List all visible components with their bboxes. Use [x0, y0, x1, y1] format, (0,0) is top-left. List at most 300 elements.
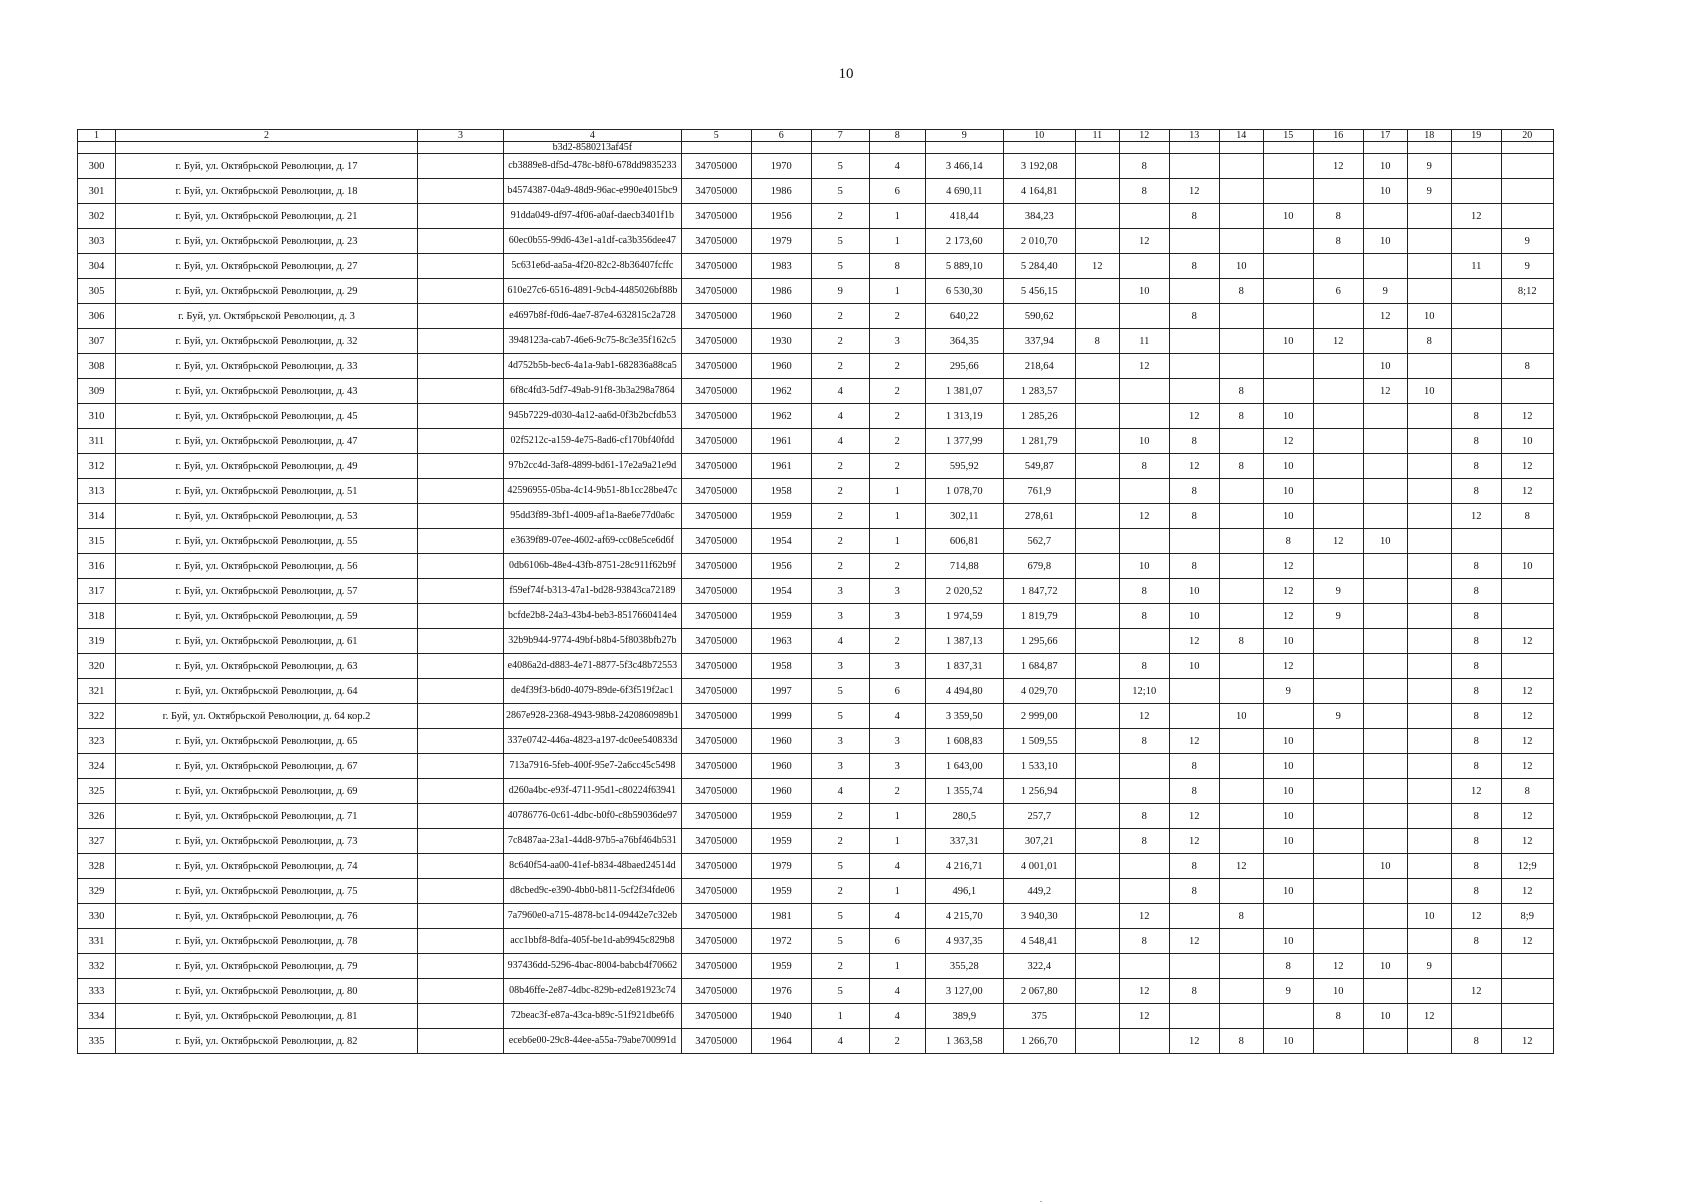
cell-floors: 5 [811, 979, 869, 1004]
cell-okato-code: 34705000 [681, 329, 751, 354]
cell-col-11 [1075, 879, 1119, 904]
cell-col-18: 9 [1407, 954, 1451, 979]
cell-col-19: 8 [1451, 679, 1501, 704]
cell-okato-code: 34705000 [681, 554, 751, 579]
cell-year-built: 1972 [751, 929, 811, 954]
cell-house-guid: b4574387-04a9-48d9-96ac-e990e4015bc9 [504, 179, 682, 204]
cell-address: г. Буй, ул. Октябрьской Революции, д. 64 кор.2 [116, 704, 418, 729]
cell-col-16 [1313, 929, 1363, 954]
cell-col-20: 9 [1501, 229, 1553, 254]
cell-total-area: 1 387,13 [925, 629, 1003, 654]
cell-row-number: 330 [78, 904, 116, 929]
cell-col-20: 12 [1501, 454, 1553, 479]
cell-year-built: 1958 [751, 479, 811, 504]
cell-col-15: 10 [1263, 879, 1313, 904]
cell-col-15 [1263, 904, 1313, 929]
cell-extra [418, 329, 504, 354]
column-header-9: 9 [925, 130, 1003, 142]
cell-house-guid: 40786776-0c61-4dbc-b0f0-c8b59036de97 [504, 804, 682, 829]
column-header-20: 20 [1501, 130, 1553, 142]
cell-living-area: 1 295,66 [1003, 629, 1075, 654]
cell-entrances: 3 [869, 754, 925, 779]
cell-col-20: 12 [1501, 879, 1553, 904]
cell-house-guid: 713a7916-5feb-400f-95e7-2a6cc45c5498 [504, 754, 682, 779]
cell-house-guid: e4086a2d-d883-4e71-8877-5f3c48b72553 [504, 654, 682, 679]
cell-col-20: 12 [1501, 929, 1553, 954]
cell-year-built: 1979 [751, 854, 811, 879]
cell-extra [418, 854, 504, 879]
cell-col-17 [1363, 1029, 1407, 1054]
cell-col-18 [1407, 829, 1451, 854]
table-row [78, 154, 1554, 179]
table-row [78, 204, 1554, 229]
cell-col-13: 12 [1169, 929, 1219, 954]
cell-extra [418, 704, 504, 729]
cell-okato-code: 34705000 [681, 154, 751, 179]
cell-year-built: 1961 [751, 454, 811, 479]
cell-address: г. Буй, ул. Октябрьской Революции, д. 3 [116, 304, 418, 329]
cell-okato-code: 34705000 [681, 804, 751, 829]
cell-col-16: 6 [1313, 279, 1363, 304]
cell-floors: 2 [811, 354, 869, 379]
cell-col-16: 10 [1313, 979, 1363, 1004]
cell-row-number: 325 [78, 779, 116, 804]
cell-okato-code: 34705000 [681, 929, 751, 954]
cell-col-20 [1501, 304, 1553, 329]
cell-col-17: 10 [1363, 354, 1407, 379]
cell-total-area: 2 173,60 [925, 229, 1003, 254]
table-row [78, 754, 1554, 779]
cell-col-20: 12;9 [1501, 854, 1553, 879]
cell-house-guid: bcfde2b8-24a3-43b4-beb3-8517660414e4 [504, 604, 682, 629]
cell-total-area: 4 937,35 [925, 929, 1003, 954]
cell-living-area: 4 548,41 [1003, 929, 1075, 954]
cell-col-17 [1363, 804, 1407, 829]
cell-col-13 [1169, 229, 1219, 254]
cell-floors: 4 [811, 379, 869, 404]
empty-cell [751, 142, 811, 154]
cell-address: г. Буй, ул. Октябрьской Революции, д. 57 [116, 579, 418, 604]
table-row [78, 954, 1554, 979]
cell-col-16: 12 [1313, 154, 1363, 179]
cell-col-11 [1075, 229, 1119, 254]
cell-col-17: 10 [1363, 529, 1407, 554]
cell-col-11 [1075, 779, 1119, 804]
cell-col-11 [1075, 854, 1119, 879]
cell-col-18 [1407, 779, 1451, 804]
cell-col-17: 10 [1363, 179, 1407, 204]
cell-row-number: 311 [78, 429, 116, 454]
cell-row-number: 310 [78, 404, 116, 429]
cell-col-11 [1075, 554, 1119, 579]
cell-address: г. Буй, ул. Октябрьской Революции, д. 75 [116, 879, 418, 904]
cell-living-area: 761,9 [1003, 479, 1075, 504]
cell-col-17 [1363, 454, 1407, 479]
column-header-7: 7 [811, 130, 869, 142]
cell-okato-code: 34705000 [681, 204, 751, 229]
cell-col-13 [1169, 279, 1219, 304]
cell-extra [418, 754, 504, 779]
cell-okato-code: 34705000 [681, 904, 751, 929]
cell-col-14 [1219, 179, 1263, 204]
cell-living-area: 1 281,79 [1003, 429, 1075, 454]
column-header-10: 10 [1003, 130, 1075, 142]
cell-col-11 [1075, 804, 1119, 829]
table-row [78, 904, 1554, 929]
cell-col-17: 10 [1363, 229, 1407, 254]
cell-col-12: 8 [1119, 454, 1169, 479]
cell-floors: 2 [811, 879, 869, 904]
cell-extra [418, 379, 504, 404]
cell-col-11 [1075, 604, 1119, 629]
cell-col-14: 8 [1219, 279, 1263, 304]
cell-extra [418, 929, 504, 954]
cell-col-16 [1313, 504, 1363, 529]
cell-col-12: 8 [1119, 654, 1169, 679]
cell-row-number: 309 [78, 379, 116, 404]
cell-col-17 [1363, 204, 1407, 229]
empty-cell [1263, 142, 1313, 154]
empty-cell [1169, 142, 1219, 154]
cell-col-11 [1075, 654, 1119, 679]
cell-col-11 [1075, 729, 1119, 754]
cell-col-14 [1219, 204, 1263, 229]
cell-col-13 [1169, 704, 1219, 729]
cell-total-area: 5 889,10 [925, 254, 1003, 279]
cell-house-guid: 4d752b5b-bec6-4a1a-9ab1-682836a88ca5 [504, 354, 682, 379]
cell-col-15: 10 [1263, 454, 1313, 479]
cell-col-16: 9 [1313, 604, 1363, 629]
cell-col-19: 12 [1451, 504, 1501, 529]
cell-col-12 [1119, 404, 1169, 429]
cell-col-16 [1313, 179, 1363, 204]
cell-entrances: 1 [869, 279, 925, 304]
cell-row-number: 303 [78, 229, 116, 254]
cell-col-12 [1119, 954, 1169, 979]
cell-col-13: 8 [1169, 554, 1219, 579]
column-header-4: 4 [504, 130, 682, 142]
cell-address: г. Буй, ул. Октябрьской Революции, д. 17 [116, 154, 418, 179]
cell-address: г. Буй, ул. Октябрьской Революции, д. 59 [116, 604, 418, 629]
cell-col-11 [1075, 354, 1119, 379]
cell-col-12 [1119, 854, 1169, 879]
cell-col-12: 12;10 [1119, 679, 1169, 704]
cell-row-number: 324 [78, 754, 116, 779]
cell-col-12 [1119, 529, 1169, 554]
cell-row-number: 313 [78, 479, 116, 504]
cell-col-12: 8 [1119, 579, 1169, 604]
cell-col-14 [1219, 329, 1263, 354]
cell-extra [418, 254, 504, 279]
empty-cell [1363, 142, 1407, 154]
cell-col-12 [1119, 204, 1169, 229]
cell-row-number: 306 [78, 304, 116, 329]
cell-col-11 [1075, 829, 1119, 854]
cell-living-area: 2 999,00 [1003, 704, 1075, 729]
cell-col-13 [1169, 904, 1219, 929]
cell-col-14: 8 [1219, 404, 1263, 429]
cell-okato-code: 34705000 [681, 179, 751, 204]
table-row [78, 1004, 1554, 1029]
cell-col-12 [1119, 629, 1169, 654]
cell-col-14 [1219, 979, 1263, 1004]
cell-address: г. Буй, ул. Октябрьской Революции, д. 33 [116, 354, 418, 379]
cell-year-built: 1981 [751, 904, 811, 929]
cell-col-18 [1407, 704, 1451, 729]
cell-house-guid: 610e27c6-6516-4891-9cb4-4485026bf88b [504, 279, 682, 304]
cell-living-area: 590,62 [1003, 304, 1075, 329]
cell-col-12: 12 [1119, 979, 1169, 1004]
cell-address: г. Буй, ул. Октябрьской Революции, д. 63 [116, 654, 418, 679]
cell-col-20: 9 [1501, 254, 1553, 279]
cell-col-13: 12 [1169, 179, 1219, 204]
cell-year-built: 1956 [751, 554, 811, 579]
cell-house-guid: 97b2cc4d-3af8-4899-bd61-17e2a9a21e9d [504, 454, 682, 479]
cell-col-11 [1075, 179, 1119, 204]
cell-floors: 2 [811, 954, 869, 979]
cell-col-15: 10 [1263, 1029, 1313, 1054]
cell-row-number: 323 [78, 729, 116, 754]
cell-col-14 [1219, 804, 1263, 829]
cell-entrances: 2 [869, 304, 925, 329]
cell-col-11: 8 [1075, 329, 1119, 354]
cell-col-13: 12 [1169, 804, 1219, 829]
cell-col-14: 10 [1219, 704, 1263, 729]
cell-entrances: 4 [869, 979, 925, 1004]
cell-col-14 [1219, 304, 1263, 329]
cell-total-area: 418,44 [925, 204, 1003, 229]
cell-col-18 [1407, 529, 1451, 554]
cell-extra [418, 479, 504, 504]
cell-col-17 [1363, 829, 1407, 854]
cell-row-number: 329 [78, 879, 116, 904]
cell-col-15: 10 [1263, 829, 1313, 854]
cell-col-16 [1313, 404, 1363, 429]
cell-col-15: 12 [1263, 654, 1313, 679]
cell-total-area: 714,88 [925, 554, 1003, 579]
cell-col-19 [1451, 529, 1501, 554]
table-row [78, 179, 1554, 204]
cell-col-17: 10 [1363, 154, 1407, 179]
cell-col-15: 10 [1263, 404, 1313, 429]
cell-floors: 5 [811, 229, 869, 254]
cell-col-18 [1407, 979, 1451, 1004]
cell-col-18 [1407, 404, 1451, 429]
cell-living-area: 3 192,08 [1003, 154, 1075, 179]
cell-entrances: 1 [869, 954, 925, 979]
cell-extra [418, 579, 504, 604]
cell-floors: 4 [811, 629, 869, 654]
cell-col-17 [1363, 429, 1407, 454]
cell-col-14 [1219, 654, 1263, 679]
cell-house-guid: 337e0742-446a-4823-a197-dc0ee540833d [504, 729, 682, 754]
cell-col-15: 10 [1263, 804, 1313, 829]
cell-extra [418, 529, 504, 554]
cell-okato-code: 34705000 [681, 679, 751, 704]
cell-total-area: 355,28 [925, 954, 1003, 979]
cell-year-built: 1959 [751, 504, 811, 529]
cell-entrances: 1 [869, 204, 925, 229]
cell-col-11 [1075, 404, 1119, 429]
cell-house-guid: 72beac3f-e87a-43ca-b89c-51f921dbe6f6 [504, 1004, 682, 1029]
cell-year-built: 1954 [751, 529, 811, 554]
cell-floors: 3 [811, 754, 869, 779]
table-row [78, 604, 1554, 629]
cell-row-number: 332 [78, 954, 116, 979]
cell-entrances: 2 [869, 1029, 925, 1054]
continuation-row [78, 142, 1554, 154]
cell-col-18 [1407, 929, 1451, 954]
cell-col-15: 10 [1263, 729, 1313, 754]
table-row [78, 279, 1554, 304]
cell-col-18 [1407, 429, 1451, 454]
cell-year-built: 1983 [751, 254, 811, 279]
table-row [78, 829, 1554, 854]
cell-col-13: 8 [1169, 479, 1219, 504]
cell-total-area: 364,35 [925, 329, 1003, 354]
cell-year-built: 1959 [751, 879, 811, 904]
cell-col-13: 8 [1169, 429, 1219, 454]
cell-year-built: 1959 [751, 804, 811, 829]
cell-row-number: 327 [78, 829, 116, 854]
cell-col-12: 8 [1119, 604, 1169, 629]
cell-col-12: 8 [1119, 829, 1169, 854]
cell-house-guid: 5c631e6d-aa5a-4f20-82c2-8b36407fcffc [504, 254, 682, 279]
empty-cell [1003, 142, 1075, 154]
cell-col-19 [1451, 179, 1501, 204]
cell-col-12: 12 [1119, 354, 1169, 379]
cell-okato-code: 34705000 [681, 504, 751, 529]
cell-extra [418, 779, 504, 804]
cell-floors: 3 [811, 729, 869, 754]
column-header-16: 16 [1313, 130, 1363, 142]
table-row [78, 579, 1554, 604]
cell-total-area: 3 466,14 [925, 154, 1003, 179]
cell-col-14 [1219, 479, 1263, 504]
cell-house-guid: acc1bbf8-8dfa-405f-be1d-ab9945c829b8 [504, 929, 682, 954]
cell-address: г. Буй, ул. Октябрьской Революции, д. 45 [116, 404, 418, 429]
cell-col-11 [1075, 454, 1119, 479]
empty-cell [1219, 142, 1263, 154]
cell-col-13 [1169, 154, 1219, 179]
cell-year-built: 1961 [751, 429, 811, 454]
cell-year-built: 1979 [751, 229, 811, 254]
cell-col-20 [1501, 529, 1553, 554]
table-row [78, 254, 1554, 279]
table-row [78, 329, 1554, 354]
cell-col-17 [1363, 754, 1407, 779]
cell-floors: 3 [811, 604, 869, 629]
cell-address: г. Буй, ул. Октябрьской Революции, д. 74 [116, 854, 418, 879]
cell-extra [418, 629, 504, 654]
cell-okato-code: 34705000 [681, 404, 751, 429]
cell-entrances: 2 [869, 379, 925, 404]
cell-col-17 [1363, 929, 1407, 954]
cell-col-17 [1363, 604, 1407, 629]
table-row [78, 229, 1554, 254]
cell-col-18: 10 [1407, 904, 1451, 929]
cell-year-built: 1930 [751, 329, 811, 354]
cell-col-15: 12 [1263, 604, 1313, 629]
cell-col-13: 8 [1169, 779, 1219, 804]
cell-year-built: 1959 [751, 954, 811, 979]
cell-total-area: 2 020,52 [925, 579, 1003, 604]
cell-col-20 [1501, 979, 1553, 1004]
cell-address: г. Буй, ул. Октябрьской Революции, д. 29 [116, 279, 418, 304]
cell-col-11 [1075, 629, 1119, 654]
cell-col-14 [1219, 529, 1263, 554]
cell-col-19: 8 [1451, 404, 1501, 429]
cell-address: г. Буй, ул. Октябрьской Революции, д. 73 [116, 829, 418, 854]
cell-entrances: 1 [869, 829, 925, 854]
cell-col-19 [1451, 304, 1501, 329]
table-row [78, 679, 1554, 704]
cell-total-area: 606,81 [925, 529, 1003, 554]
cell-address: г. Буй, ул. Октябрьской Революции, д. 18 [116, 179, 418, 204]
cell-extra [418, 429, 504, 454]
column-header-12: 12 [1119, 130, 1169, 142]
cell-col-16 [1313, 729, 1363, 754]
cell-address: г. Буй, ул. Октябрьской Революции, д. 43 [116, 379, 418, 404]
cell-living-area: 549,87 [1003, 454, 1075, 479]
cell-col-20: 10 [1501, 429, 1553, 454]
cell-entrances: 6 [869, 179, 925, 204]
cell-floors: 3 [811, 579, 869, 604]
cell-extra [418, 454, 504, 479]
cell-col-20 [1501, 1004, 1553, 1029]
cell-col-14 [1219, 354, 1263, 379]
cell-living-area: 4 001,01 [1003, 854, 1075, 879]
cell-row-number: 314 [78, 504, 116, 529]
cell-col-14 [1219, 954, 1263, 979]
cell-floors: 2 [811, 504, 869, 529]
cell-col-15: 10 [1263, 329, 1313, 354]
cell-address: г. Буй, ул. Октябрьской Революции, д. 64 [116, 679, 418, 704]
cell-col-12 [1119, 304, 1169, 329]
cell-floors: 5 [811, 704, 869, 729]
column-header-15: 15 [1263, 130, 1313, 142]
cell-col-11 [1075, 379, 1119, 404]
cell-extra [418, 679, 504, 704]
cell-col-20: 8 [1501, 779, 1553, 804]
cell-col-20: 12 [1501, 829, 1553, 854]
cell-col-19: 12 [1451, 204, 1501, 229]
cell-col-13 [1169, 529, 1219, 554]
cell-col-16 [1313, 854, 1363, 879]
cell-col-15: 10 [1263, 504, 1313, 529]
cell-year-built: 1960 [751, 729, 811, 754]
cell-row-number: 331 [78, 929, 116, 954]
cell-living-area: 1 256,94 [1003, 779, 1075, 804]
cell-year-built: 1997 [751, 679, 811, 704]
empty-cell [1407, 142, 1451, 154]
cell-okato-code: 34705000 [681, 1004, 751, 1029]
cell-living-area: 679,8 [1003, 554, 1075, 579]
cell-col-20: 12 [1501, 754, 1553, 779]
cell-floors: 2 [811, 554, 869, 579]
cell-col-18 [1407, 354, 1451, 379]
cell-col-19 [1451, 229, 1501, 254]
cell-year-built: 1963 [751, 629, 811, 654]
cell-row-number: 334 [78, 1004, 116, 1029]
column-header-13: 13 [1169, 130, 1219, 142]
table-row [78, 979, 1554, 1004]
empty-cell [681, 142, 751, 154]
column-header-8: 8 [869, 130, 925, 142]
cell-col-14: 8 [1219, 904, 1263, 929]
empty-cell [116, 142, 418, 154]
cell-col-18 [1407, 604, 1451, 629]
